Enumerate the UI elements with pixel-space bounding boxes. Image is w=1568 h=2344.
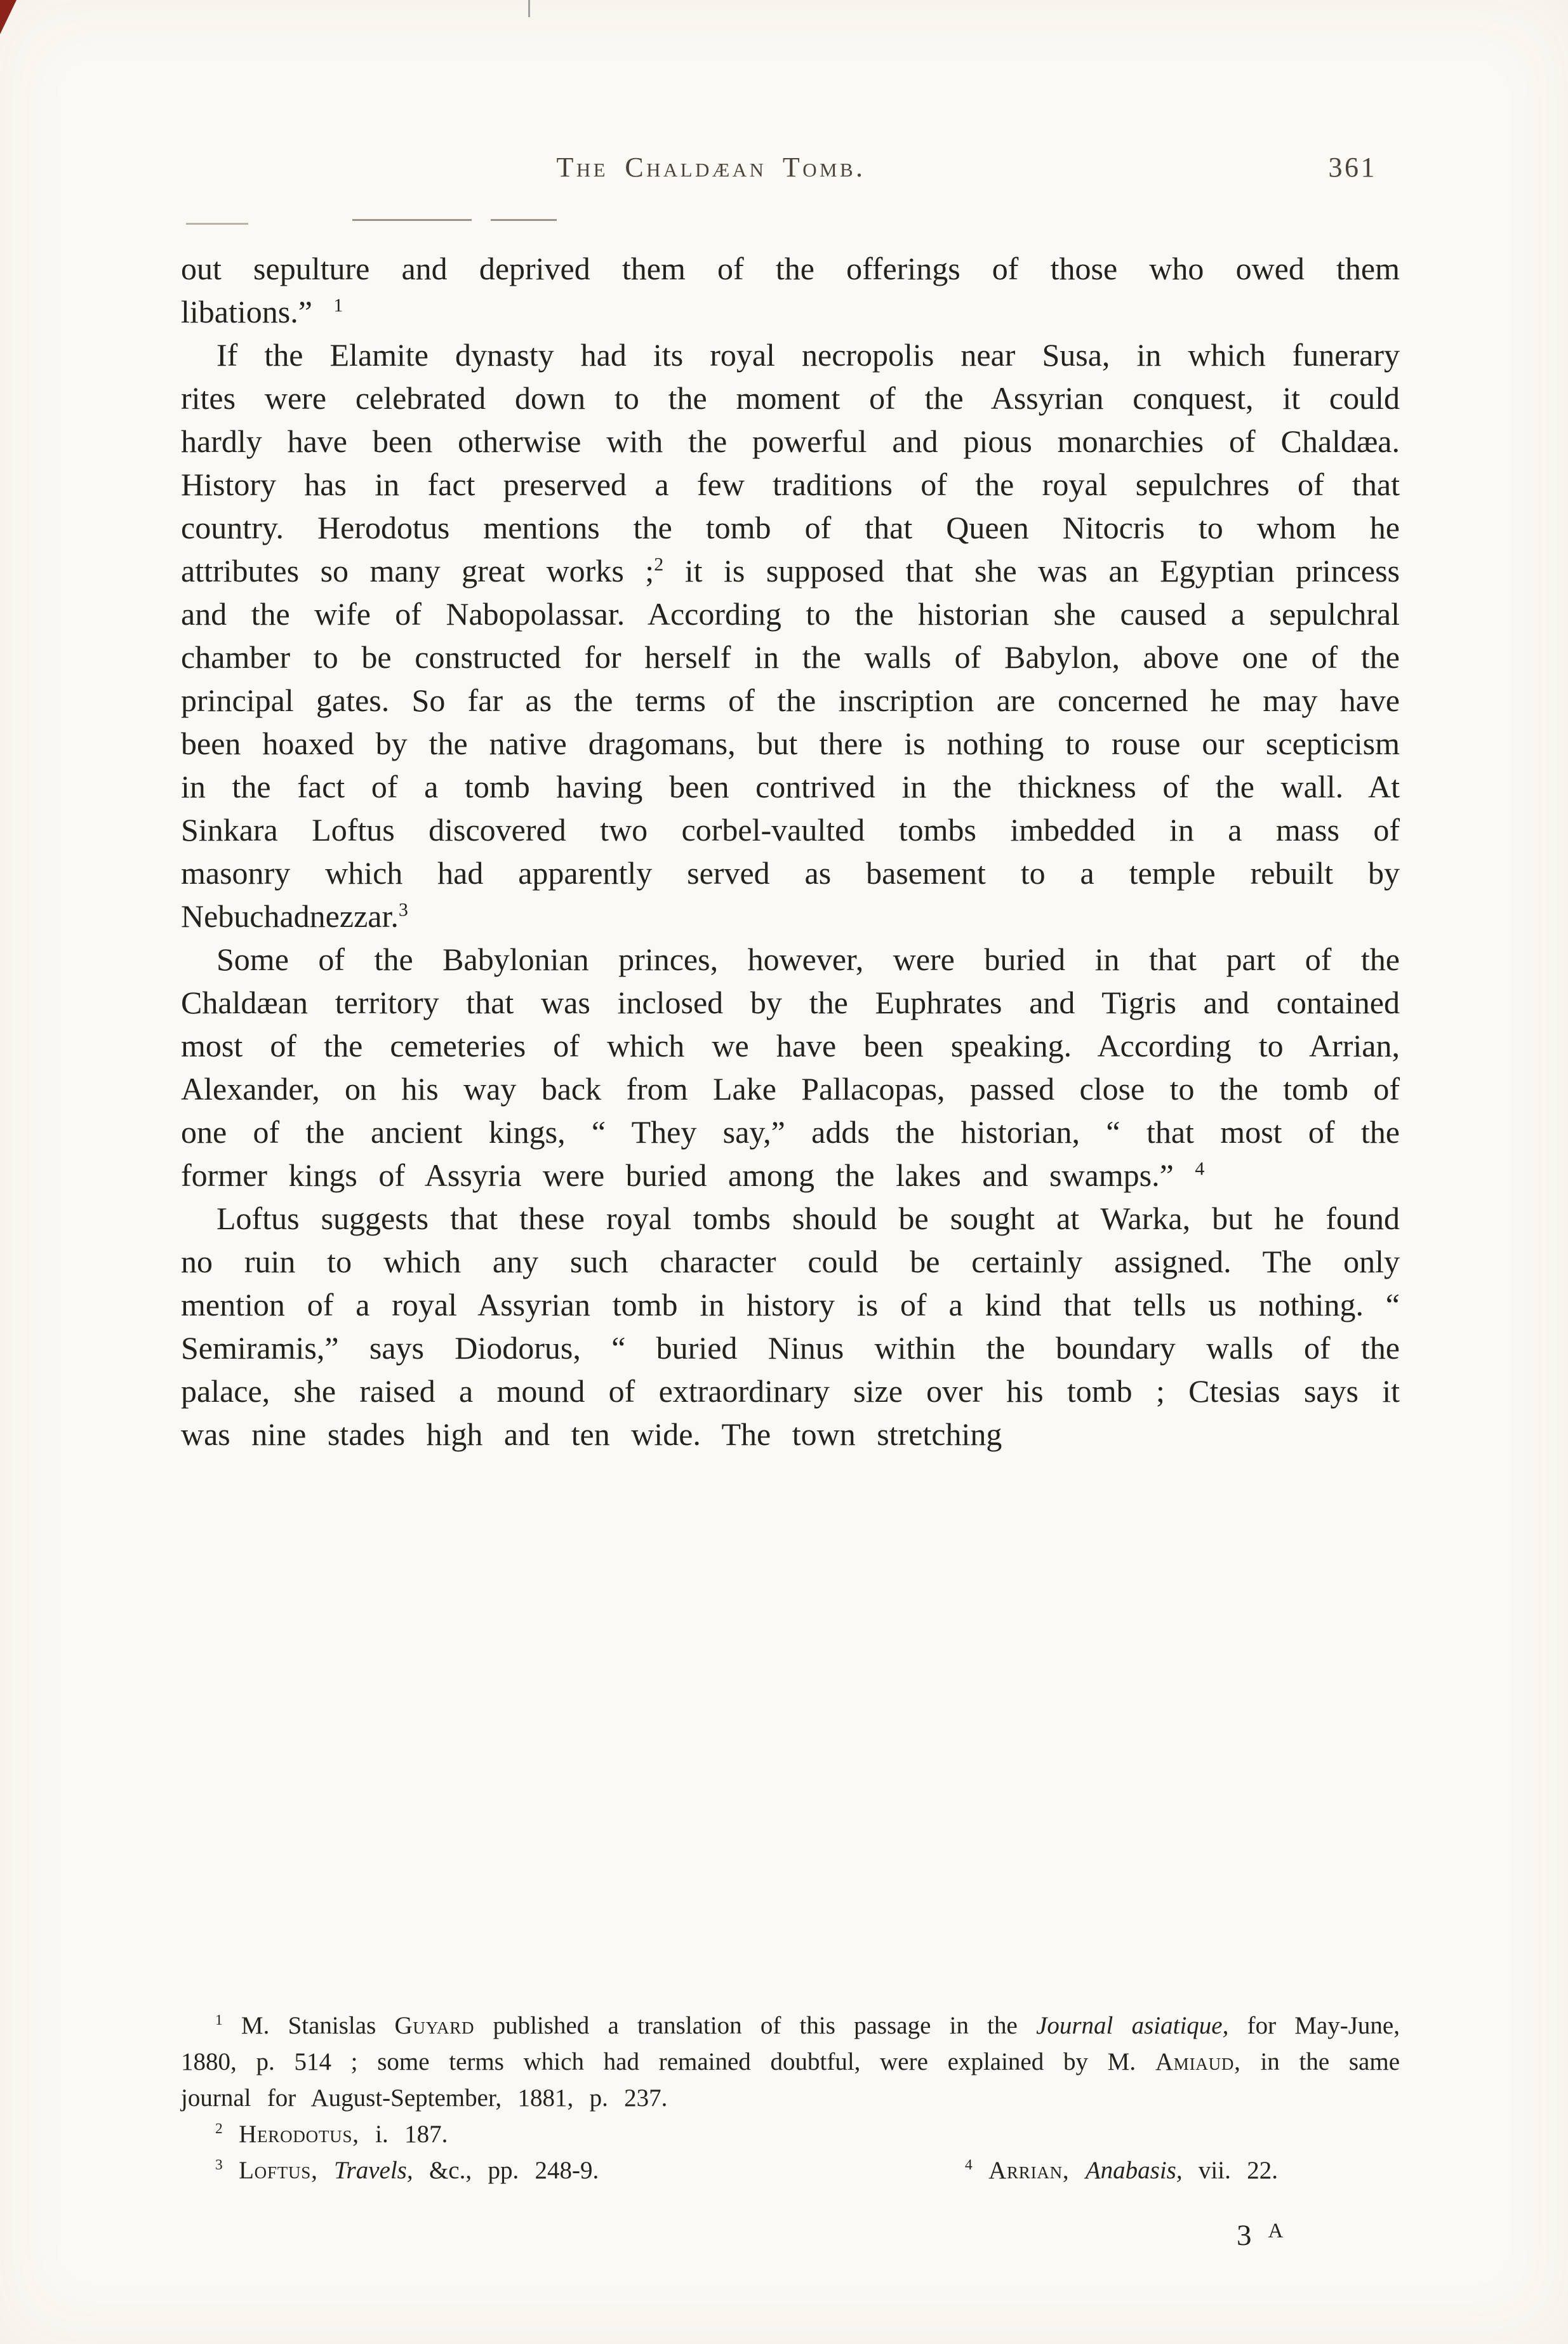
scan-artifact-top-line: [528, 0, 530, 17]
text-run: Loftus,: [239, 2157, 318, 2184]
text-run: [318, 2157, 334, 2184]
footnote-reference: 3: [398, 899, 408, 921]
text-run: &c., pp. 248-9.: [413, 2157, 599, 2184]
text-run: [223, 2157, 239, 2184]
paragraph: [181, 1197, 1400, 1456]
paragraph: [181, 247, 1400, 333]
text-run: Herodotus,: [239, 2121, 359, 2148]
text-run: Loftus suggests that these royal tombs should be sought at Warka, but he found no ruin to which any such character could be certainly assigned. The only mention of a royal Assyrian tomb in history is of a kind that tells us nothing. “ Semiramis,” says Diodorus, “ buried Ninus within the boundary walls of the palace, she raised a mound of extraordinary size over his tomb ; Ctesias says it was nine stades high and ten wide. The town stretching: [181, 1201, 1400, 1452]
footnotes: [181, 2008, 1400, 2188]
text-run: it is supposed that she was an Egyptian princess and the wife of Nabopolassar. According to the historian she caused a sepulchral chamber to be constructed for herself in the walls of Babylon, above one of the principal gates. So far as the terms of the inscription are concerned he may have been hoaxed by the native dragomans, but there is nothing to rouse our scepticism in the fact of a tomb having been contrived in the thickness of the wall. At Sinkara Loftus discovered two corbel-vaulted tombs imbedded in a mass of masonry which had apparently served as basement to a temple rebuilt by Nebuchadnezzar.: [181, 553, 1400, 934]
running-title: The Chaldæan Tomb.: [556, 152, 866, 183]
footnote-3: [181, 2152, 599, 2188]
text-run: M. Stanislas: [222, 2012, 395, 2039]
footnote-reference: 4: [1195, 1158, 1205, 1180]
text-run: in the same journal for August-September, 1881, p. 237.: [181, 2048, 1400, 2112]
text-run: vii. 22.: [1182, 2157, 1278, 2184]
footnote-1: [181, 2008, 1400, 2116]
text-run: Anabasis,: [1085, 2157, 1183, 2184]
footnote-reference: 2: [215, 2121, 223, 2137]
footnote-reference: 4: [965, 2157, 973, 2173]
text-run: for May-June, 1880, p. 514 ; some terms which had remained doubtful, were explained by M.: [181, 2012, 1400, 2075]
text-run: Guyard: [394, 2012, 475, 2039]
text-run: [223, 2121, 239, 2148]
signature-number: 3: [1237, 2219, 1252, 2252]
header-rule-segment: [186, 223, 248, 225]
scan-artifact-red-corner: [0, 0, 17, 34]
footnote-reference: 3: [215, 2157, 223, 2173]
header-rule-segment: [352, 219, 472, 221]
text-run: out sepulture and deprived them of the offerings of those who owed them libations.”: [181, 251, 1400, 330]
text-run: [973, 2157, 988, 2184]
footnote-4: [965, 2152, 1278, 2188]
text-run: published a translation of this passage in the: [474, 2012, 1037, 2039]
body-text: [181, 247, 1400, 1456]
footnote-reference: 1: [215, 2012, 223, 2028]
text-run: Amiaud,: [1155, 2048, 1241, 2075]
paragraph: [181, 333, 1400, 938]
footnote-row: [181, 2152, 1400, 2188]
page-header: [181, 151, 1400, 187]
page-number: 361: [1328, 152, 1377, 183]
text-run: [1069, 2157, 1085, 2184]
text-run: Some of the Babylonian princes, however, were buried in that part of the Chaldæan territory that was inclosed by the Euphrates and Tigris and contained most of the cemeteries of which we have been speaking. According to Arrian, Alexander, on his way back from Lake Pallacopas, passed close to the tomb of one of the ancient kings, “ They say,” adds the historian, “ that most of the former kings of Assyria were buried among the lakes and swamps.”: [181, 942, 1400, 1193]
text-run: i. 187.: [359, 2121, 448, 2148]
text-run: Travels,: [333, 2157, 413, 2184]
signature-letter: A: [1268, 2220, 1284, 2242]
paragraph: [181, 938, 1400, 1197]
footnote-2: [181, 2116, 1400, 2152]
header-rule: [181, 218, 1400, 226]
signature-mark: [1237, 2218, 1283, 2253]
header-rule-segment: [491, 219, 557, 221]
text-run: Arrian,: [988, 2157, 1070, 2184]
text-run: Journal asiatique,: [1036, 2012, 1229, 2039]
footnote-reference: 2: [654, 554, 664, 575]
footnote-reference: 1: [333, 295, 343, 316]
text-run: If the Elamite dynasty had its royal necropolis near Susa, in which funerary rites were celebrated down to the moment of the Assyrian conquest, it could hardly have been otherwise with the powerful and pious monarchies of Chaldæa. History has in fact preserved a few traditions of the royal sepulchres of that country. Herodotus mentions the tomb of that Queen Nitocris to whom he attributes so many great works ;: [181, 337, 1400, 589]
